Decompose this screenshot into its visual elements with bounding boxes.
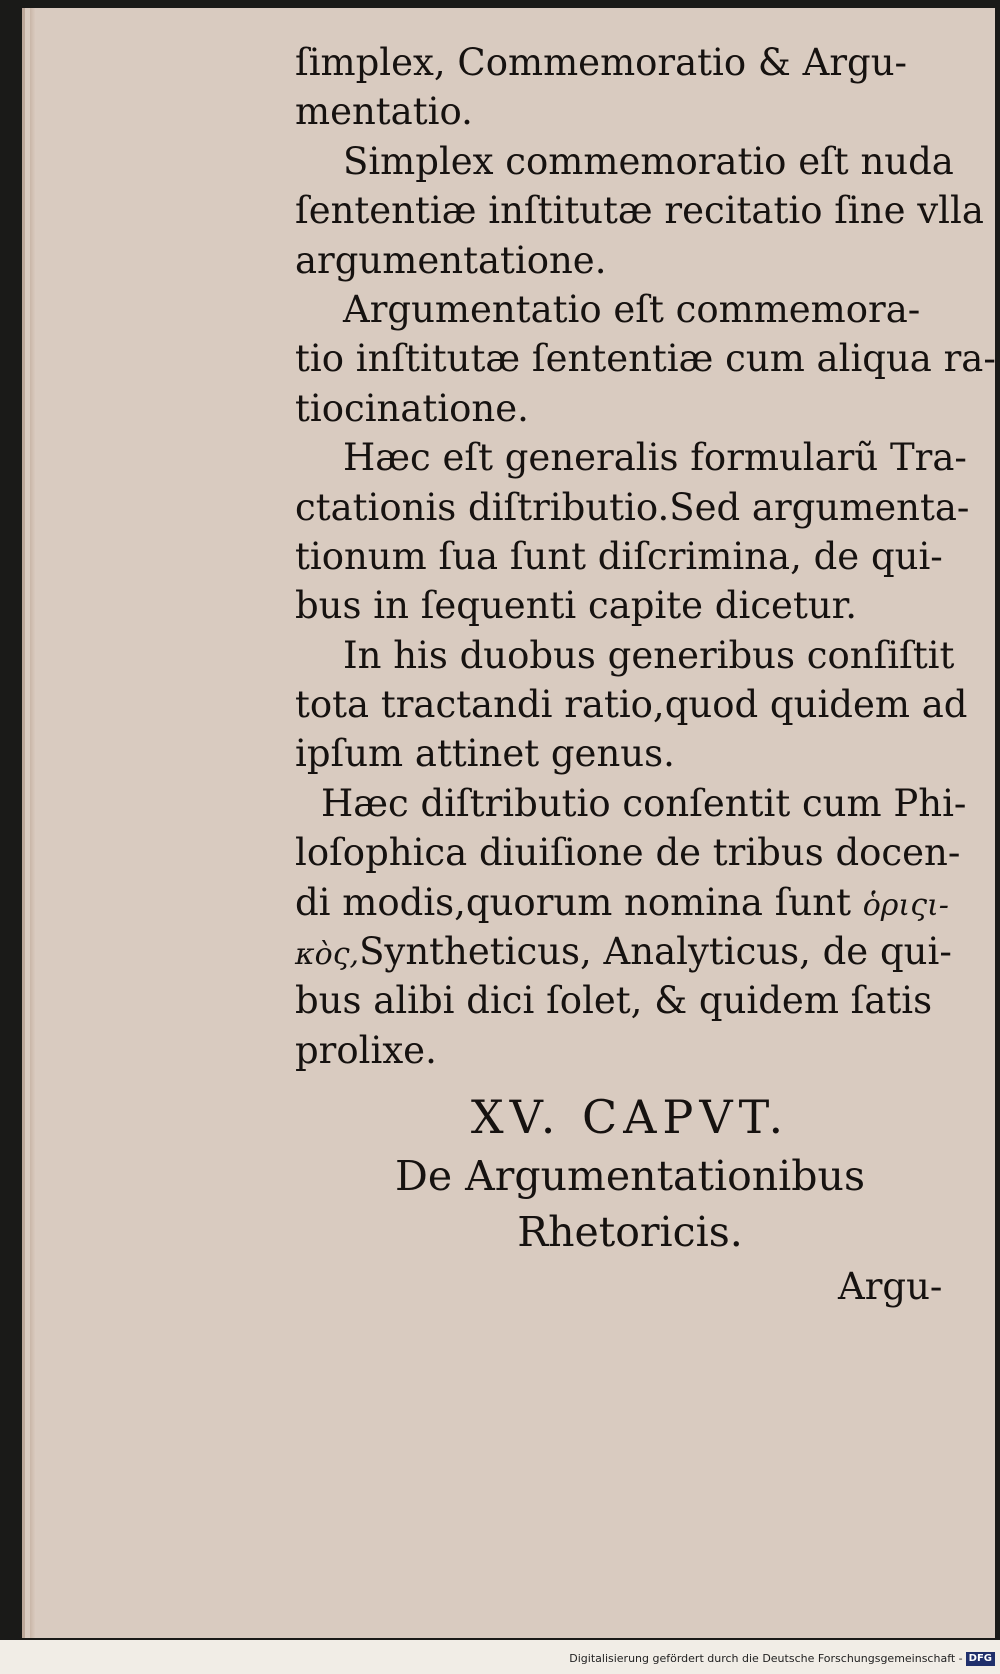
- chapter-heading: XV. CAPVT.: [470, 1090, 790, 1144]
- text-line: bus in ſequenti capite dicetur.: [295, 584, 858, 628]
- text-line: di modis,quorum nomina ſunt ὁριςι-: [295, 880, 949, 924]
- text-line: Hæc eſt generalis formularũ Tra-: [343, 436, 967, 480]
- digitization-credit: [0, 1648, 995, 1670]
- text-line: In his duobus generibus conſiſtit: [343, 633, 955, 677]
- text-line: argumentatione.: [295, 238, 607, 282]
- text-line: tota tractandi ratio,quod quidem ad: [295, 683, 968, 727]
- text-line: tionum ſua ſunt diſcrimina, de qui-: [295, 534, 943, 578]
- text-line: tiocinatione.: [295, 386, 529, 430]
- text-line: Simplex commemoratio eſt nuda: [343, 139, 954, 183]
- text-line: prolixe.: [295, 1028, 437, 1072]
- chapter-title: De Argumentationibus: [395, 1152, 865, 1200]
- text-line: ſimplex, Commemoratio & Argu-: [295, 41, 908, 84]
- chapter-title: Rhetoricis.: [517, 1208, 743, 1256]
- text-line: κὸς,Syntheticus, Analyticus, de qui-: [295, 930, 952, 974]
- text-line: loſophica diuiſione de tribus docen-: [295, 831, 961, 875]
- text-line: ſententiæ inſtitutæ recitatio ſine vlla: [295, 189, 984, 233]
- text-line: Hæc diſtributio conſentit cum Phi-: [321, 781, 967, 825]
- text-line: mentatio.: [295, 90, 473, 134]
- text-line: Argumentatio eſt commemora-: [343, 287, 921, 331]
- catchword: Argu-: [838, 1265, 943, 1308]
- greek-word: ὁριςι-: [862, 887, 949, 923]
- text-line: tio inſtitutæ ſententiæ cum aliqua ra-: [295, 337, 996, 381]
- text-line: ipſum attinet genus.: [295, 732, 675, 776]
- dfg-logo: DFG: [966, 1652, 995, 1666]
- text-line: bus alibi dici ſolet, & quidem ſatis: [295, 979, 933, 1023]
- credit-text: Digitalisierung gefördert durch die Deutsche Forschungsgemeinschaft -: [569, 1652, 963, 1665]
- body-text: [295, 38, 996, 1075]
- greek-word: κὸς,: [295, 937, 360, 973]
- page-edge: [30, 8, 36, 1638]
- text-line: ctationis diſtributio.Sed argumenta-: [295, 485, 970, 529]
